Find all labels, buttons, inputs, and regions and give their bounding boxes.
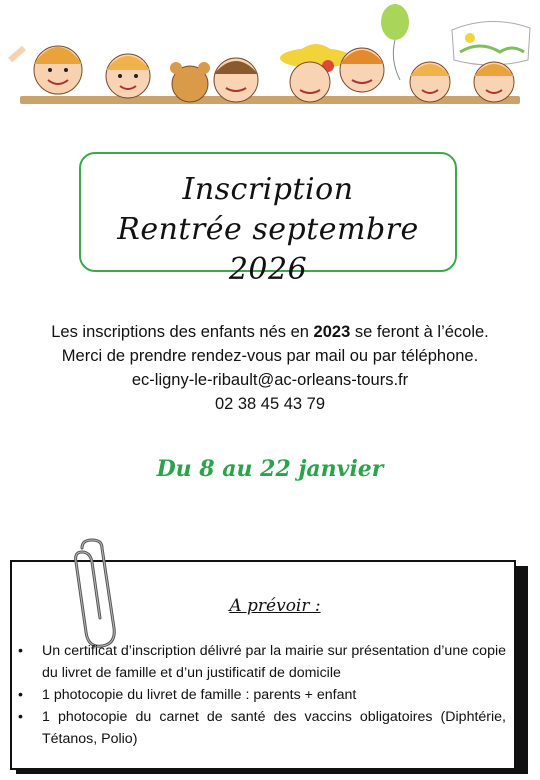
- info-line-1: [0, 320, 540, 344]
- list-item: • 1 photocopie du carnet de santé des vaccins obligatoires (Diphtérie, Tétanos, Polio): [14, 706, 506, 750]
- contact-email[interactable]: ec-ligny-le-ribault@ac-orleans-tours.fr: [131, 371, 409, 389]
- contact-phone[interactable]: 02 38 45 43 79: [214, 395, 326, 413]
- teddy-bear-icon: [170, 62, 210, 102]
- title-rentree: Rentrée septembre 2026: [117, 212, 419, 287]
- children-banner-illustration: [0, 0, 540, 112]
- child-2-icon: [106, 54, 150, 98]
- child-3-icon: [214, 58, 258, 102]
- title-inscription: Inscription: [182, 172, 354, 207]
- child-1-icon: [10, 46, 82, 94]
- info-block: [0, 320, 540, 416]
- info-line-1-text: Les inscriptions des enfants nés en: [51, 323, 314, 341]
- checklist: [14, 640, 506, 750]
- child-6-icon: [410, 62, 450, 102]
- balloon-icon: [381, 4, 409, 80]
- birth-year: 2023: [313, 323, 351, 341]
- registration-dates: Du 8 au 22 janvier: [156, 456, 384, 482]
- prevoir-heading: A prévoir :: [229, 596, 321, 616]
- paperclip-icon: [62, 538, 134, 650]
- child-7-icon: [474, 62, 514, 102]
- info-line-2: Merci de prendre rendez-vous par mail ou par téléphone.: [61, 347, 479, 365]
- list-item: • 1 photocopie du livret de famille : parents + enfant: [14, 684, 506, 706]
- list-item: • Un certificat d’inscription délivré par la mairie sur présentation d’une copie du livret de famille et d’un justificatif de domicile: [14, 640, 506, 684]
- drawing-paper-icon: [452, 21, 530, 65]
- info-line-1-end: se feront à l’école.: [350, 323, 489, 341]
- child-5-icon: [340, 48, 384, 92]
- title-box: [79, 152, 457, 287]
